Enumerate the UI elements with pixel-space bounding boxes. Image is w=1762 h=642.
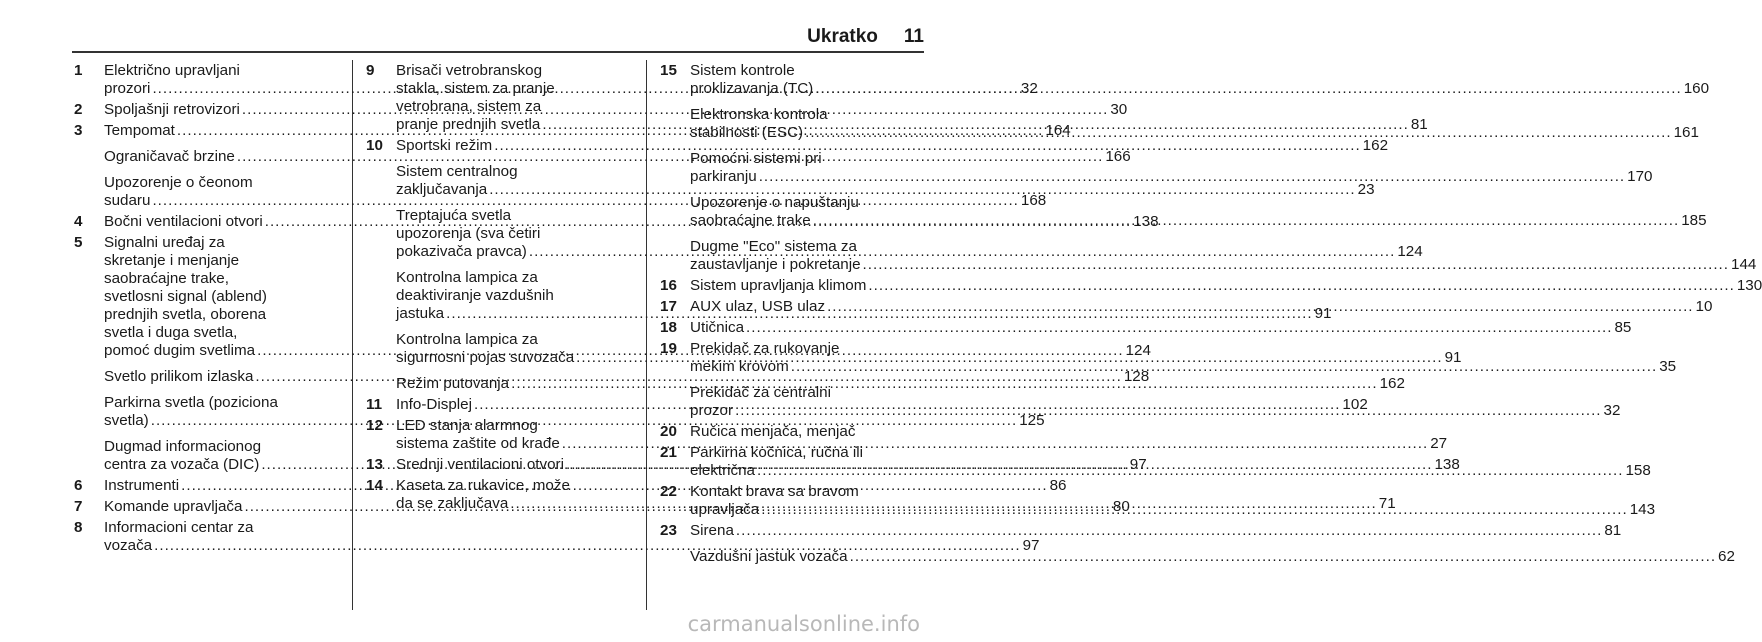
- page-reference: 170: [1627, 168, 1653, 185]
- page-reference: 162: [1362, 137, 1389, 154]
- page-reference: 144: [1731, 256, 1757, 273]
- page-reference: 81: [1604, 522, 1622, 539]
- entry-last-line: [690, 256, 1756, 274]
- entry-last-line: [690, 462, 1651, 480]
- entry-text-line: Sistem centralnog: [396, 163, 518, 180]
- entry-text-line: Treptajuća svetla: [396, 207, 512, 224]
- entry-last-line: [690, 548, 1735, 566]
- entry-label: Komande upravljača: [104, 498, 243, 515]
- entry-text-line: saobraćajne trake,: [104, 270, 229, 287]
- page-reference: 102: [1342, 396, 1368, 413]
- entry-text-line: Kontrolna lampica za: [396, 331, 538, 348]
- page-reference: 80: [1112, 498, 1130, 515]
- entry-label: saobraćajne trake: [690, 212, 811, 229]
- item-number: [74, 174, 104, 210]
- entry-label: proklizavanja (TC): [690, 80, 814, 97]
- watermark: carmanualsonline.info: [687, 612, 920, 636]
- page-reference: 138: [1133, 213, 1159, 230]
- entry-text-line: Kontakt brava sa bravom: [690, 483, 859, 500]
- item-number: [366, 269, 396, 323]
- entry-label: prozori: [104, 80, 151, 97]
- entry-text-line: Parkirna kočnica, ručna ili: [690, 444, 864, 461]
- item-number: 13: [366, 456, 383, 473]
- entry-label: pomoć dugim svetlima: [104, 342, 256, 359]
- page-reference: 97: [1129, 456, 1147, 473]
- index-entry: [660, 277, 1762, 295]
- entry-body: [690, 423, 924, 441]
- item-number: [660, 384, 690, 420]
- item-number: [660, 194, 690, 230]
- page-reference: 32: [1020, 80, 1038, 97]
- item-number: [74, 394, 104, 430]
- page-reference: 35: [1659, 358, 1677, 375]
- entry-text-line: Signalni uređaj za: [104, 234, 225, 251]
- item-number: 19: [660, 340, 677, 357]
- entry-text-line: Dugme "Eco" sistema za: [690, 238, 857, 255]
- page-reference: 91: [1444, 349, 1462, 366]
- entry-last-line: [690, 80, 1709, 98]
- page-reference: 161: [1673, 124, 1699, 141]
- entry-body: [690, 340, 1676, 376]
- dot-leader: [736, 522, 1602, 540]
- entry-body: [690, 384, 1620, 420]
- entry-text-line: vetrobrana, sistem za: [396, 98, 542, 115]
- item-number: 2: [74, 101, 83, 118]
- entry-label: Sportski režim: [396, 137, 493, 154]
- entry-last-line: [690, 522, 1621, 540]
- entry-text-line: Prekidač za rukovanje: [690, 340, 840, 357]
- entry-label: zaustavljanje i pokretanje: [690, 256, 861, 273]
- item-number: [660, 238, 690, 274]
- page-reference: 158: [1625, 462, 1651, 479]
- entry-text-line: deaktiviranje vazdušnih: [396, 287, 554, 304]
- index-entry: [366, 137, 1389, 155]
- item-number: [660, 548, 690, 566]
- index-entry: [660, 423, 924, 441]
- entry-body: [690, 522, 1621, 540]
- entry-label: sigurnosni pojas suvozača: [396, 349, 575, 366]
- page-reference: 128: [1123, 368, 1150, 385]
- entry-label: Instrumenti: [104, 477, 180, 494]
- entry-label: pranje prednjih svetla: [396, 116, 541, 133]
- item-number: 8: [74, 519, 83, 536]
- entry-label: Info-Displej: [396, 396, 472, 413]
- entry-text-line: Upozorenje o čeonom: [104, 174, 253, 191]
- entry-label: stabilnosti (ESC): [690, 124, 804, 141]
- entry-text-line: Kontrolna lampica za: [396, 269, 538, 286]
- page-reference: 27: [1430, 435, 1448, 452]
- entry-label: pokazivača pravca): [396, 243, 527, 260]
- page-number: 11: [903, 26, 924, 47]
- page-reference: 91: [1314, 305, 1332, 322]
- dot-leader: [757, 462, 1623, 480]
- entry-text-line: Pomoćni sistemi pri: [690, 150, 822, 167]
- item-number: 9: [366, 62, 375, 79]
- entry-last-line: [690, 168, 1653, 186]
- entry-label: AUX ulaz, USB ulaz: [690, 298, 826, 315]
- item-number: 6: [74, 477, 83, 494]
- dot-leader: [735, 402, 1601, 420]
- dot-leader: [791, 358, 1657, 376]
- page-reference: 168: [1020, 192, 1047, 209]
- item-number: [366, 163, 396, 199]
- entry-text-line: skretanje i menjanje: [104, 252, 240, 269]
- entry-label: Sirena: [690, 522, 734, 539]
- item-number: 16: [660, 277, 677, 294]
- item-number: 21: [660, 444, 677, 461]
- dot-leader: [815, 80, 1681, 98]
- entry-body: [690, 238, 1756, 274]
- entry-text-line: svetlosni signal (ablend): [104, 288, 267, 305]
- entry-label: Sistem upravljanja klimom: [690, 277, 867, 294]
- entry-text-line: Upozorenje o napuštanju: [690, 194, 859, 211]
- page-reference: 32: [1603, 402, 1621, 419]
- entry-label: Bočni ventilacioni otvori: [104, 213, 263, 230]
- index-entry: [660, 522, 1622, 540]
- entry-label: parkiranju: [690, 168, 757, 185]
- page-reference: 130: [1736, 277, 1762, 294]
- item-number: 22: [660, 483, 677, 500]
- dot-leader: [868, 277, 1734, 295]
- page-reference: 143: [1629, 501, 1656, 518]
- entry-label: zaključavanja: [396, 181, 488, 198]
- item-number: [366, 331, 396, 367]
- entry-body: [690, 106, 1699, 142]
- entry-text-line: Brisači vetrobranskog: [396, 62, 543, 79]
- entry-label: sistema zaštite od krađe: [396, 435, 560, 452]
- entry-body: [690, 277, 1762, 295]
- item-number: 10: [366, 137, 383, 154]
- page-reference: 124: [1397, 243, 1423, 260]
- page-reference: 124: [1125, 342, 1151, 359]
- entry-label: da se zaključava: [396, 495, 509, 512]
- item-number: 1: [74, 62, 83, 79]
- dot-leader: [746, 319, 1612, 337]
- page-reference: 81: [1410, 116, 1428, 133]
- item-number: [660, 150, 690, 186]
- page-reference: 71: [1378, 495, 1396, 512]
- page-reference: 62: [1718, 548, 1735, 565]
- entry-last-line: [690, 277, 1762, 295]
- entry-body: [690, 548, 1735, 566]
- page-reference: 86: [1049, 477, 1067, 494]
- entry-text-line: LED stanja alarmnog: [396, 417, 538, 434]
- page-reference: 23: [1357, 181, 1375, 198]
- page-header: [72, 26, 924, 50]
- item-number: [74, 438, 104, 474]
- entry-label: Svetlo prilikom izlaska: [104, 368, 254, 385]
- index-entry: [660, 319, 1632, 337]
- entry-label: Vazdušni jastuk vozača: [690, 548, 848, 565]
- entry-label: električna: [690, 462, 755, 479]
- dot-leader: [850, 548, 1716, 566]
- dot-leader: [813, 212, 1679, 230]
- dot-leader: [863, 256, 1729, 274]
- page-reference: 30: [1110, 101, 1128, 118]
- entry-last-line: [690, 402, 1620, 420]
- item-number: [366, 375, 396, 393]
- entry-text-line: Kaseta za rukavice, može: [396, 477, 570, 494]
- dot-leader: [805, 124, 1671, 142]
- entry-text-line: prednjih svetla, oborena: [104, 306, 267, 323]
- entry-body: [690, 444, 1651, 480]
- entry-body: [690, 150, 1653, 186]
- item-number: 18: [660, 319, 677, 336]
- entry-label: Ručica menjača, menjač: [690, 423, 856, 440]
- entry-label: centra za vozača (DIC): [104, 456, 260, 473]
- index-entry: [660, 548, 1735, 566]
- item-number: 3: [74, 122, 83, 139]
- item-number: 7: [74, 498, 83, 515]
- dot-leader: [759, 168, 1625, 186]
- page-reference: 185: [1681, 212, 1707, 229]
- page-reference: 125: [1019, 412, 1045, 429]
- item-number: 15: [660, 62, 677, 79]
- entry-text-line: Parkirna svetla (poziciona: [104, 394, 278, 411]
- entry-last-line: [690, 423, 924, 441]
- item-number: 4: [74, 213, 83, 230]
- page-reference: 138: [1434, 456, 1460, 473]
- entry-label: mekim krovom: [690, 358, 789, 375]
- entry-label: Utičnica: [690, 319, 745, 336]
- entry-text-line: Električno upravljani: [104, 62, 240, 79]
- section-title: Ukratko: [807, 26, 878, 47]
- entry-label: Spoljašnji retrovizori: [104, 101, 240, 118]
- entry-label: jastuka: [396, 305, 445, 322]
- entry-text-line: Prekidač za centralni: [690, 384, 831, 401]
- item-number: 14: [366, 477, 383, 494]
- item-number: [366, 207, 396, 261]
- entry-label: sudaru: [104, 192, 151, 209]
- entry-last-line: [690, 124, 1699, 142]
- entry-body: [690, 194, 1707, 230]
- entry-text-line: Sistem kontrole: [690, 62, 795, 79]
- item-number: [74, 148, 104, 166]
- item-number: 11: [366, 396, 383, 413]
- entry-last-line: [690, 319, 1631, 337]
- entry-label: vozača: [104, 537, 153, 554]
- item-number: 23: [660, 522, 677, 539]
- item-number: 17: [660, 298, 677, 315]
- item-number: [660, 106, 690, 142]
- entry-label: upravljača: [690, 501, 760, 518]
- entry-text-line: Elektronska kontrola: [690, 106, 828, 123]
- entry-label: svetla): [104, 412, 149, 429]
- entry-label: Ograničavač brzine: [104, 148, 235, 165]
- page-reference: 162: [1379, 375, 1405, 392]
- entry-last-line: [690, 298, 1712, 316]
- entry-label: Srednji ventilacioni otvori: [396, 456, 564, 473]
- entry-last-line: [690, 212, 1707, 230]
- page-reference: 166: [1105, 148, 1131, 165]
- entry-body: [690, 319, 1631, 337]
- entry-body: [690, 62, 1709, 98]
- entry-body: [690, 483, 1655, 519]
- entry-text-line: Dugmad informacionog: [104, 438, 262, 455]
- entry-last-line: [690, 501, 1655, 519]
- page-reference: 97: [1022, 537, 1040, 554]
- entry-last-line: [690, 358, 1676, 376]
- entry-text-line: stakla, sistem za pranje: [396, 80, 555, 97]
- entry-label: prozor: [690, 402, 734, 419]
- entry-label: Režim putovanja: [396, 375, 510, 392]
- header-rule: [72, 51, 924, 53]
- entry-text-line: svetla i duga svetla,: [104, 324, 238, 341]
- page-reference: 10: [1695, 298, 1713, 315]
- page-reference: 160: [1683, 80, 1710, 97]
- entry-body: [690, 298, 1712, 316]
- entry-label: Tempomat: [104, 122, 175, 139]
- dot-leader: [827, 298, 1693, 316]
- item-number: [74, 368, 104, 386]
- dot-leader: [761, 501, 1627, 519]
- entry-text-line: upozorenja (sva četiri: [396, 225, 541, 242]
- item-number: 20: [660, 423, 677, 440]
- item-number: 12: [366, 417, 383, 434]
- page-reference: 85: [1614, 319, 1632, 336]
- page-reference: 164: [1045, 122, 1071, 139]
- item-number: 5: [74, 234, 83, 251]
- entry-text-line: Informacioni centar za: [104, 519, 254, 536]
